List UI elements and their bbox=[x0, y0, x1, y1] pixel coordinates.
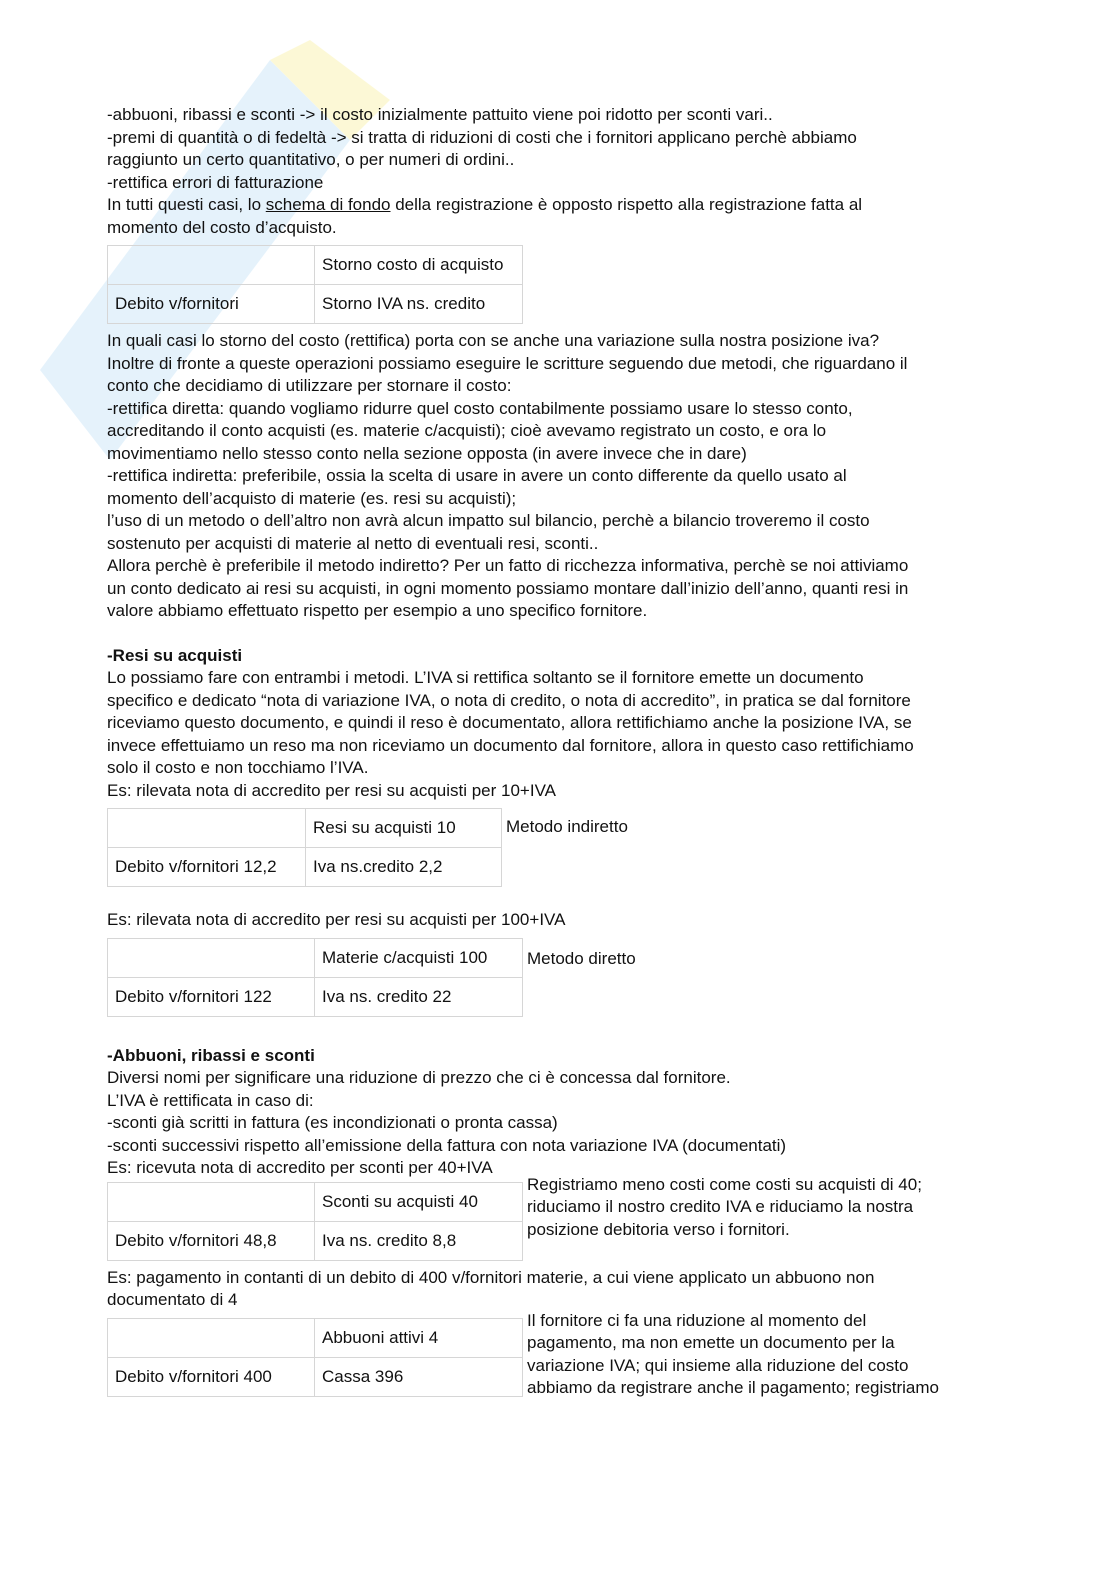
section-heading-resi: -Resi su acquisti bbox=[107, 645, 243, 665]
table-cell: Debito v/fornitori bbox=[108, 285, 315, 324]
table-cell: Iva ns. credito 22 bbox=[315, 977, 523, 1016]
text-line: pagamento, ma non emette un documento per la bbox=[527, 1333, 895, 1352]
table-row bbox=[108, 1182, 523, 1221]
intro-line bbox=[107, 194, 1007, 217]
table-cell bbox=[108, 1318, 315, 1357]
intro-line: -rettifica errori di fatturazione bbox=[107, 172, 324, 192]
text-line: -rettifica diretta: quando vogliamo ridurre quel costo contabilmente possiamo usare lo stesso conto, bbox=[107, 398, 853, 418]
entry-table-resi-indiretto bbox=[107, 808, 502, 887]
table-cell: Debito v/fornitori 12,2 bbox=[108, 848, 306, 887]
text-span: della registrazione è opposto rispetto alla registrazione fatta al bbox=[390, 195, 863, 214]
table-cell bbox=[108, 246, 315, 285]
example-line: Es: rilevata nota di accredito per resi su acquisti per 100+IVA bbox=[107, 910, 566, 929]
table-row bbox=[108, 938, 523, 977]
table-cell bbox=[108, 809, 306, 848]
text-line: riceviamo questo documento, e quindi il reso è documentato, allora rettifichiamo anche la posizione IVA, se bbox=[107, 713, 912, 732]
text-line: variazione IVA; qui insieme alla riduzione del costo bbox=[527, 1355, 909, 1375]
table-row bbox=[108, 848, 502, 887]
text-line: Diversi nomi per significare una riduzione di prezzo che ci è concessa dal fornitore. bbox=[107, 1068, 731, 1087]
table-row bbox=[108, 285, 523, 324]
entry-table-sconti bbox=[107, 1182, 523, 1261]
text-line: Es: rilevata nota di accredito per resi su acquisti per 10+IVA bbox=[107, 780, 556, 800]
text-line: riduciamo il nostro credito IVA e riduciamo la nostra bbox=[527, 1197, 914, 1216]
text-line: L’IVA è rettificata in caso di: bbox=[107, 1090, 314, 1110]
text-line: Inoltre di fronte a queste operazioni possiamo eseguire le scritture seguendo due metodi, che riguardano il bbox=[107, 353, 908, 373]
sconti-entry bbox=[107, 1174, 1007, 1267]
intro-line: -premi di quantità o di fedeltà -> si tratta di riduzioni di costi che i fornitori applicano perchè abbiamo bbox=[107, 127, 857, 147]
document-page bbox=[107, 104, 1007, 1403]
text-line: Es: pagamento in contanti di un debito di 400 v/fornitori materie, a cui viene applicato un abbuono non bbox=[107, 1267, 875, 1287]
table-row bbox=[108, 977, 523, 1016]
table-cell: Cassa 396 bbox=[315, 1357, 523, 1396]
text-line: accreditando il conto acquisti (es. materie c/acquisti); cioè avevamo registrato un costo, e ora lo bbox=[107, 421, 827, 440]
text-span: In tutti questi casi, lo bbox=[107, 195, 266, 214]
table-row bbox=[108, 246, 523, 285]
table-cell: Sconti su acquisti 40 bbox=[315, 1182, 523, 1221]
text-line: -sconti già scritti in fattura (es incondizionati o pronta cassa) bbox=[107, 1113, 558, 1132]
table-cell: Debito v/fornitori 400 bbox=[108, 1357, 315, 1396]
table-row bbox=[108, 1318, 523, 1357]
entry-table-resi-diretto bbox=[107, 938, 523, 1017]
table-cell: Abbuoni attivi 4 bbox=[315, 1318, 523, 1357]
text-line: sostenuto per acquisti di materie al netto di eventuali resi, sconti.. bbox=[107, 533, 599, 553]
body-paragraph bbox=[107, 330, 1007, 623]
text-line: documentato di 4 bbox=[107, 1290, 238, 1309]
entry-table-abbuono bbox=[107, 1318, 523, 1397]
intro-line: momento del costo d’acquisto. bbox=[107, 217, 337, 237]
text-line: conto che decidiamo di utilizzare per stornare il costo: bbox=[107, 376, 512, 395]
abbuono-note bbox=[523, 1310, 939, 1400]
table-row bbox=[108, 1221, 523, 1260]
intro-line: raggiunto un certo quantitativo, o per numeri di ordini.. bbox=[107, 150, 515, 169]
text-line: abbiamo da registrare anche il pagamento; registriamo bbox=[527, 1378, 940, 1397]
text-line: valore abbiamo effettuato rispetto per esempio a uno specifico fornitore. bbox=[107, 601, 648, 620]
section-heading-abbuoni: -Abbuoni, ribassi e sconti bbox=[107, 1045, 315, 1065]
table-cell: Debito v/fornitori 122 bbox=[108, 977, 315, 1016]
text-line: movimentiamo nello stesso conto nella sezione opposta (in avere invece che in dare) bbox=[107, 443, 747, 463]
abbuoni-paragraph bbox=[107, 1067, 1007, 1180]
text-line: l’uso di un metodo o dell’altro non avrà alcun impatto sul bilancio, perchè a bilancio troveremo il costo bbox=[107, 511, 870, 530]
table-cell: Storno costo di acquisto bbox=[315, 246, 523, 285]
abbuono-entry bbox=[107, 1312, 1007, 1403]
text-line: solo il costo e non tocchiamo l’IVA. bbox=[107, 758, 369, 777]
text-line: Lo possiamo fare con entrambi i metodi. L’IVA si rettifica soltanto se il fornitore emette un documento bbox=[107, 668, 864, 687]
table-cell bbox=[108, 938, 315, 977]
table-row bbox=[108, 809, 502, 848]
resi-diretto-entry bbox=[107, 932, 1007, 1023]
text-line: Es: ricevuta nota di accredito per sconti per 40+IVA bbox=[107, 1158, 493, 1177]
method-note: Metodo indiretto bbox=[506, 817, 628, 836]
example-paragraph bbox=[107, 1267, 1007, 1312]
entry-table-storno bbox=[107, 245, 523, 324]
table-row bbox=[108, 1357, 523, 1396]
text-line: posizione debitoria verso i fornitori. bbox=[527, 1219, 790, 1239]
intro-line: -abbuoni, ribassi e sconti -> il costo inizialmente pattuito viene poi ridotto per sconti vari.. bbox=[107, 105, 773, 124]
table-cell: Storno IVA ns. credito bbox=[315, 285, 523, 324]
table-cell: Iva ns.credito 2,2 bbox=[306, 848, 502, 887]
text-line: momento dell’acquisto di materie (es. resi su acquisti); bbox=[107, 488, 517, 508]
text-line: -rettifica indiretta: preferibile, ossia la scelta di usare in avere un conto differente da quello usato al bbox=[107, 466, 847, 485]
table-cell: Iva ns. credito 8,8 bbox=[315, 1221, 523, 1260]
text-line: un conto dedicato ai resi su acquisti, in ogni momento possiamo montare dall’inizio dell’anno, quanti resi in bbox=[107, 578, 909, 598]
table-cell: Materie c/acquisti 100 bbox=[315, 938, 523, 977]
text-line: specifico e dedicato “nota di variazione IVA, o nota di credito, o nota di accredito”, in pratica se dal fornitore bbox=[107, 690, 911, 710]
table-cell: Resi su acquisti 10 bbox=[306, 809, 502, 848]
text-line: Registriamo meno costi come costi su acquisti di 40; bbox=[527, 1174, 922, 1194]
table-cell bbox=[108, 1182, 315, 1221]
sconti-note bbox=[523, 1174, 922, 1242]
table-cell: Debito v/fornitori 48,8 bbox=[108, 1221, 315, 1260]
method-note: Metodo diretto bbox=[527, 948, 636, 968]
text-line: Il fornitore ci fa una riduzione al momento del bbox=[527, 1310, 867, 1330]
underlined-term: schema di fondo bbox=[265, 195, 391, 214]
text-line: invece effettuiamo un reso ma non riceviamo un documento dal fornitore, allora in questo caso rettifichiamo bbox=[107, 735, 914, 755]
resi-paragraph bbox=[107, 667, 1007, 802]
text-line: Allora perchè è preferibile il metodo indiretto? Per un fatto di ricchezza informativa, perchè se noi attiviamo bbox=[107, 556, 909, 575]
resi-indiretto-entry bbox=[107, 802, 1007, 893]
text-line: -sconti successivi rispetto all’emissione della fattura con nota variazione IVA (documentati) bbox=[107, 1135, 787, 1155]
text-line: In quali casi lo storno del costo (rettifica) porta con se anche una variazione sulla nostra posizione iva? bbox=[107, 331, 880, 350]
